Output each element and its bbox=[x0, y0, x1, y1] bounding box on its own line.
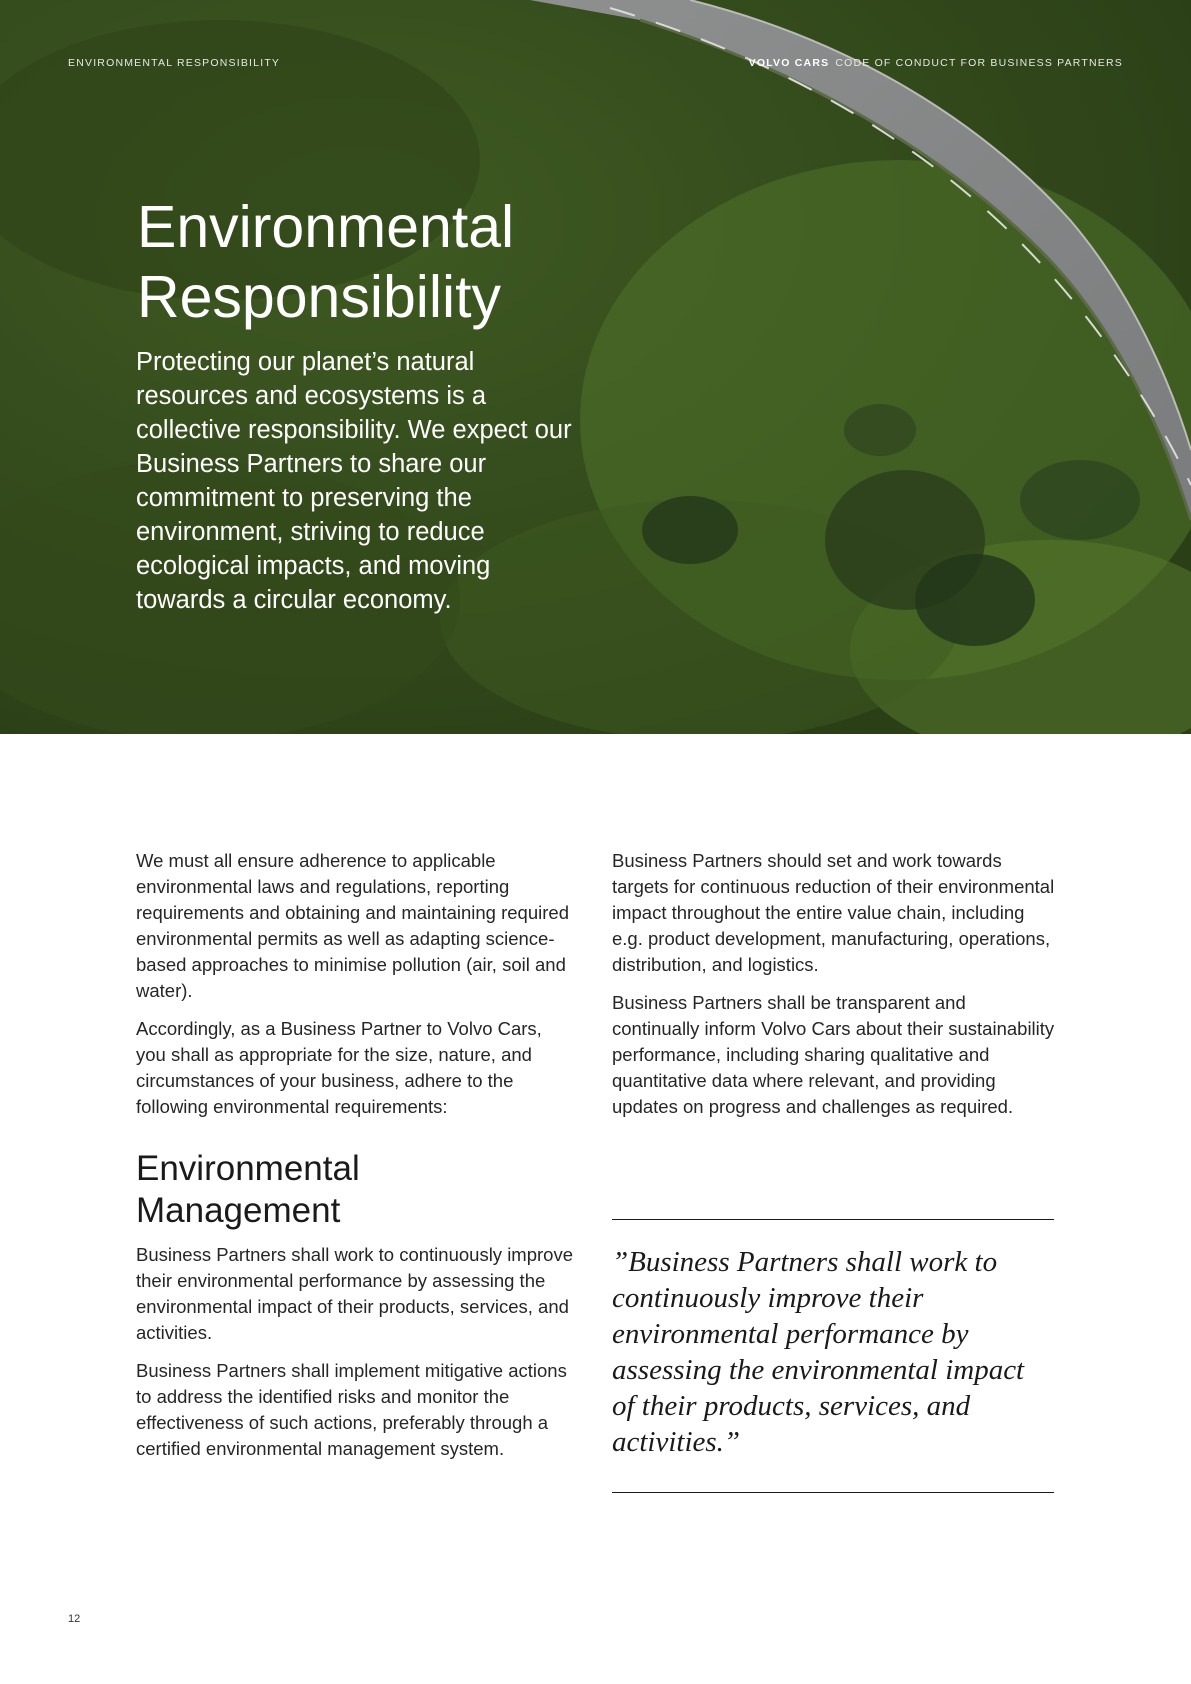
hero-image bbox=[0, 0, 1191, 734]
document-title: CODE OF CONDUCT FOR BUSINESS PARTNERS bbox=[835, 57, 1123, 69]
section-heading bbox=[136, 1148, 576, 1232]
section-heading-line-1: Environmental bbox=[136, 1149, 360, 1188]
right-paragraph-2: Business Partners shall be transparent and continually inform Volvo Cars about their sustainability performance, including sharing qualitative and quantitative data where relevant, and providing updates on progress and challenges as required. bbox=[612, 992, 1055, 1117]
left-column bbox=[136, 848, 576, 1474]
hero-lead-paragraph: Protecting our planet’s natural resources and ecosystems is a collective responsibility. We expect our Business Partners to share our commitment to preserving the environment, striving to reduce ecological impacts, and moving towards a circular economy. bbox=[136, 348, 572, 614]
left-paragraph-2: Accordingly, as a Business Partner to Volvo Cars, you shall as appropriate for the size, nature, and circumstances of your business, adhere to the following environmental requirements: bbox=[136, 1018, 542, 1117]
running-header-document bbox=[749, 57, 1123, 69]
pull-quote: ”Business Partners shall work to continuously improve their environmental performance by assessing the environmental impact of their products, services, and activities.” bbox=[612, 1246, 1025, 1458]
quote-rule-bottom bbox=[612, 1492, 1054, 1493]
right-column bbox=[612, 848, 1057, 1132]
page-title-line-1: Environmental bbox=[137, 194, 515, 260]
page-title-line-2: Responsibility bbox=[137, 264, 501, 330]
left-paragraph-4: Business Partners shall implement mitigative actions to address the identified risks and monitor the effectiveness of such actions, preferably through a certified environmental management system. bbox=[136, 1360, 567, 1459]
running-header-section: ENVIRONMENTAL RESPONSIBILITY bbox=[68, 57, 281, 69]
brand-name: VOLVO CARS bbox=[748, 57, 830, 69]
left-paragraph-1: We must all ensure adherence to applicable environmental laws and regulations, reporting requirements and obtaining and maintaining required environmental permits as well as adapting science-based approaches to minimise pollution (air, soil and water). bbox=[136, 850, 569, 1001]
section-heading-line-2: Management bbox=[136, 1191, 341, 1230]
page-number: 12 bbox=[68, 1613, 81, 1625]
page-title bbox=[137, 192, 697, 332]
quote-rule-top bbox=[612, 1219, 1054, 1220]
left-paragraph-3: Business Partners shall work to continuously improve their environmental performance by assessing the environmental impact of their products, services, and activities. bbox=[136, 1244, 573, 1343]
right-paragraph-1: Business Partners should set and work towards targets for continuous reduction of their environmental impact throughout the entire value chain, including e.g. product development, manufacturing, operations, distribution, and logistics. bbox=[612, 850, 1055, 975]
